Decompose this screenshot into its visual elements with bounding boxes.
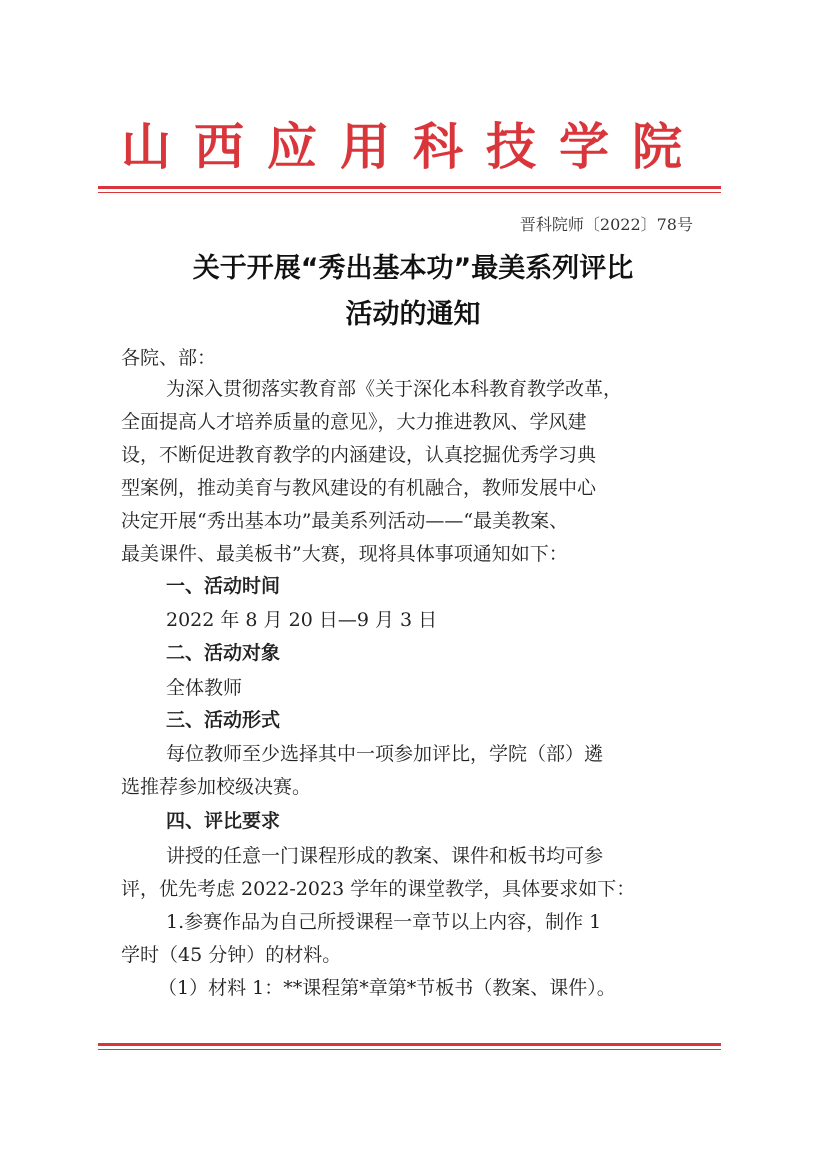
document-title: [98, 246, 728, 338]
section-text-req-4: 学时（45 分钟）的材料。: [121, 944, 342, 966]
section-text-form-1: 每位教师至少选择其中一项参加评比，学院（部）遴: [166, 743, 604, 765]
section-text-req-3: 1.参赛作品为自己所授课程一章节以上内容，制作 1: [166, 911, 602, 933]
section-text-form-2: 选推荐参加校级决赛。: [121, 776, 312, 798]
letterhead-rule-thick: [98, 186, 721, 189]
document-title-line-2: 活动的通知: [345, 299, 481, 330]
intro-line-5: 决定开展“秀出基本功”最美系列活动——“最美教案、: [121, 510, 569, 532]
section-text-time: 2022 年 8 月 20 日—9 月 3 日: [166, 609, 438, 631]
intro-line-4: 型案例，推动美育与教风建设的有机融合，教师发展中心: [121, 477, 597, 499]
intro-line-6: 最美课件、最美板书”大赛，现将具体事项通知如下：: [121, 543, 568, 565]
section-text-req-1: 讲授的任意一门课程形成的教案、课件和板书均可参: [166, 845, 604, 867]
intro-line-2: 全面提高人才培养质量的意见》，大力推进教风、学风建: [121, 411, 587, 433]
section-text-target: 全体教师: [166, 677, 243, 699]
intro-line-3: 设，不断促进教育教学的内涵建设，认真挖掘优秀学习典: [121, 444, 597, 466]
intro-line-1: 为深入贯彻落实教育部《关于深化本科教育教学改革，: [166, 378, 623, 400]
section-heading-target: 二、活动对象: [166, 642, 281, 664]
section-heading-requirements: 四、评比要求: [166, 810, 281, 832]
letterhead-title: 山西应用科技学院: [121, 117, 705, 176]
letterhead-rule-thin: [98, 192, 721, 193]
document-number: 晋科院师〔2022〕78号: [519, 215, 693, 234]
section-heading-time: 一、活动时间: [166, 575, 281, 597]
section-text-req-2: 评，优先考虑 2022-2023 学年的课堂教学，具体要求如下：: [121, 878, 636, 900]
footer-rule-thin: [98, 1049, 721, 1050]
salutation: 各院、部：: [121, 347, 217, 369]
footer-rule-thick: [98, 1043, 721, 1046]
section-text-req-5: （1）材料 1：**课程第*章第*节板书（教案、课件）。: [158, 977, 616, 999]
section-heading-form: 三、活动形式: [166, 709, 281, 731]
document-title-line-1: 关于开展“秀出基本功”最美系列评比: [192, 253, 634, 284]
